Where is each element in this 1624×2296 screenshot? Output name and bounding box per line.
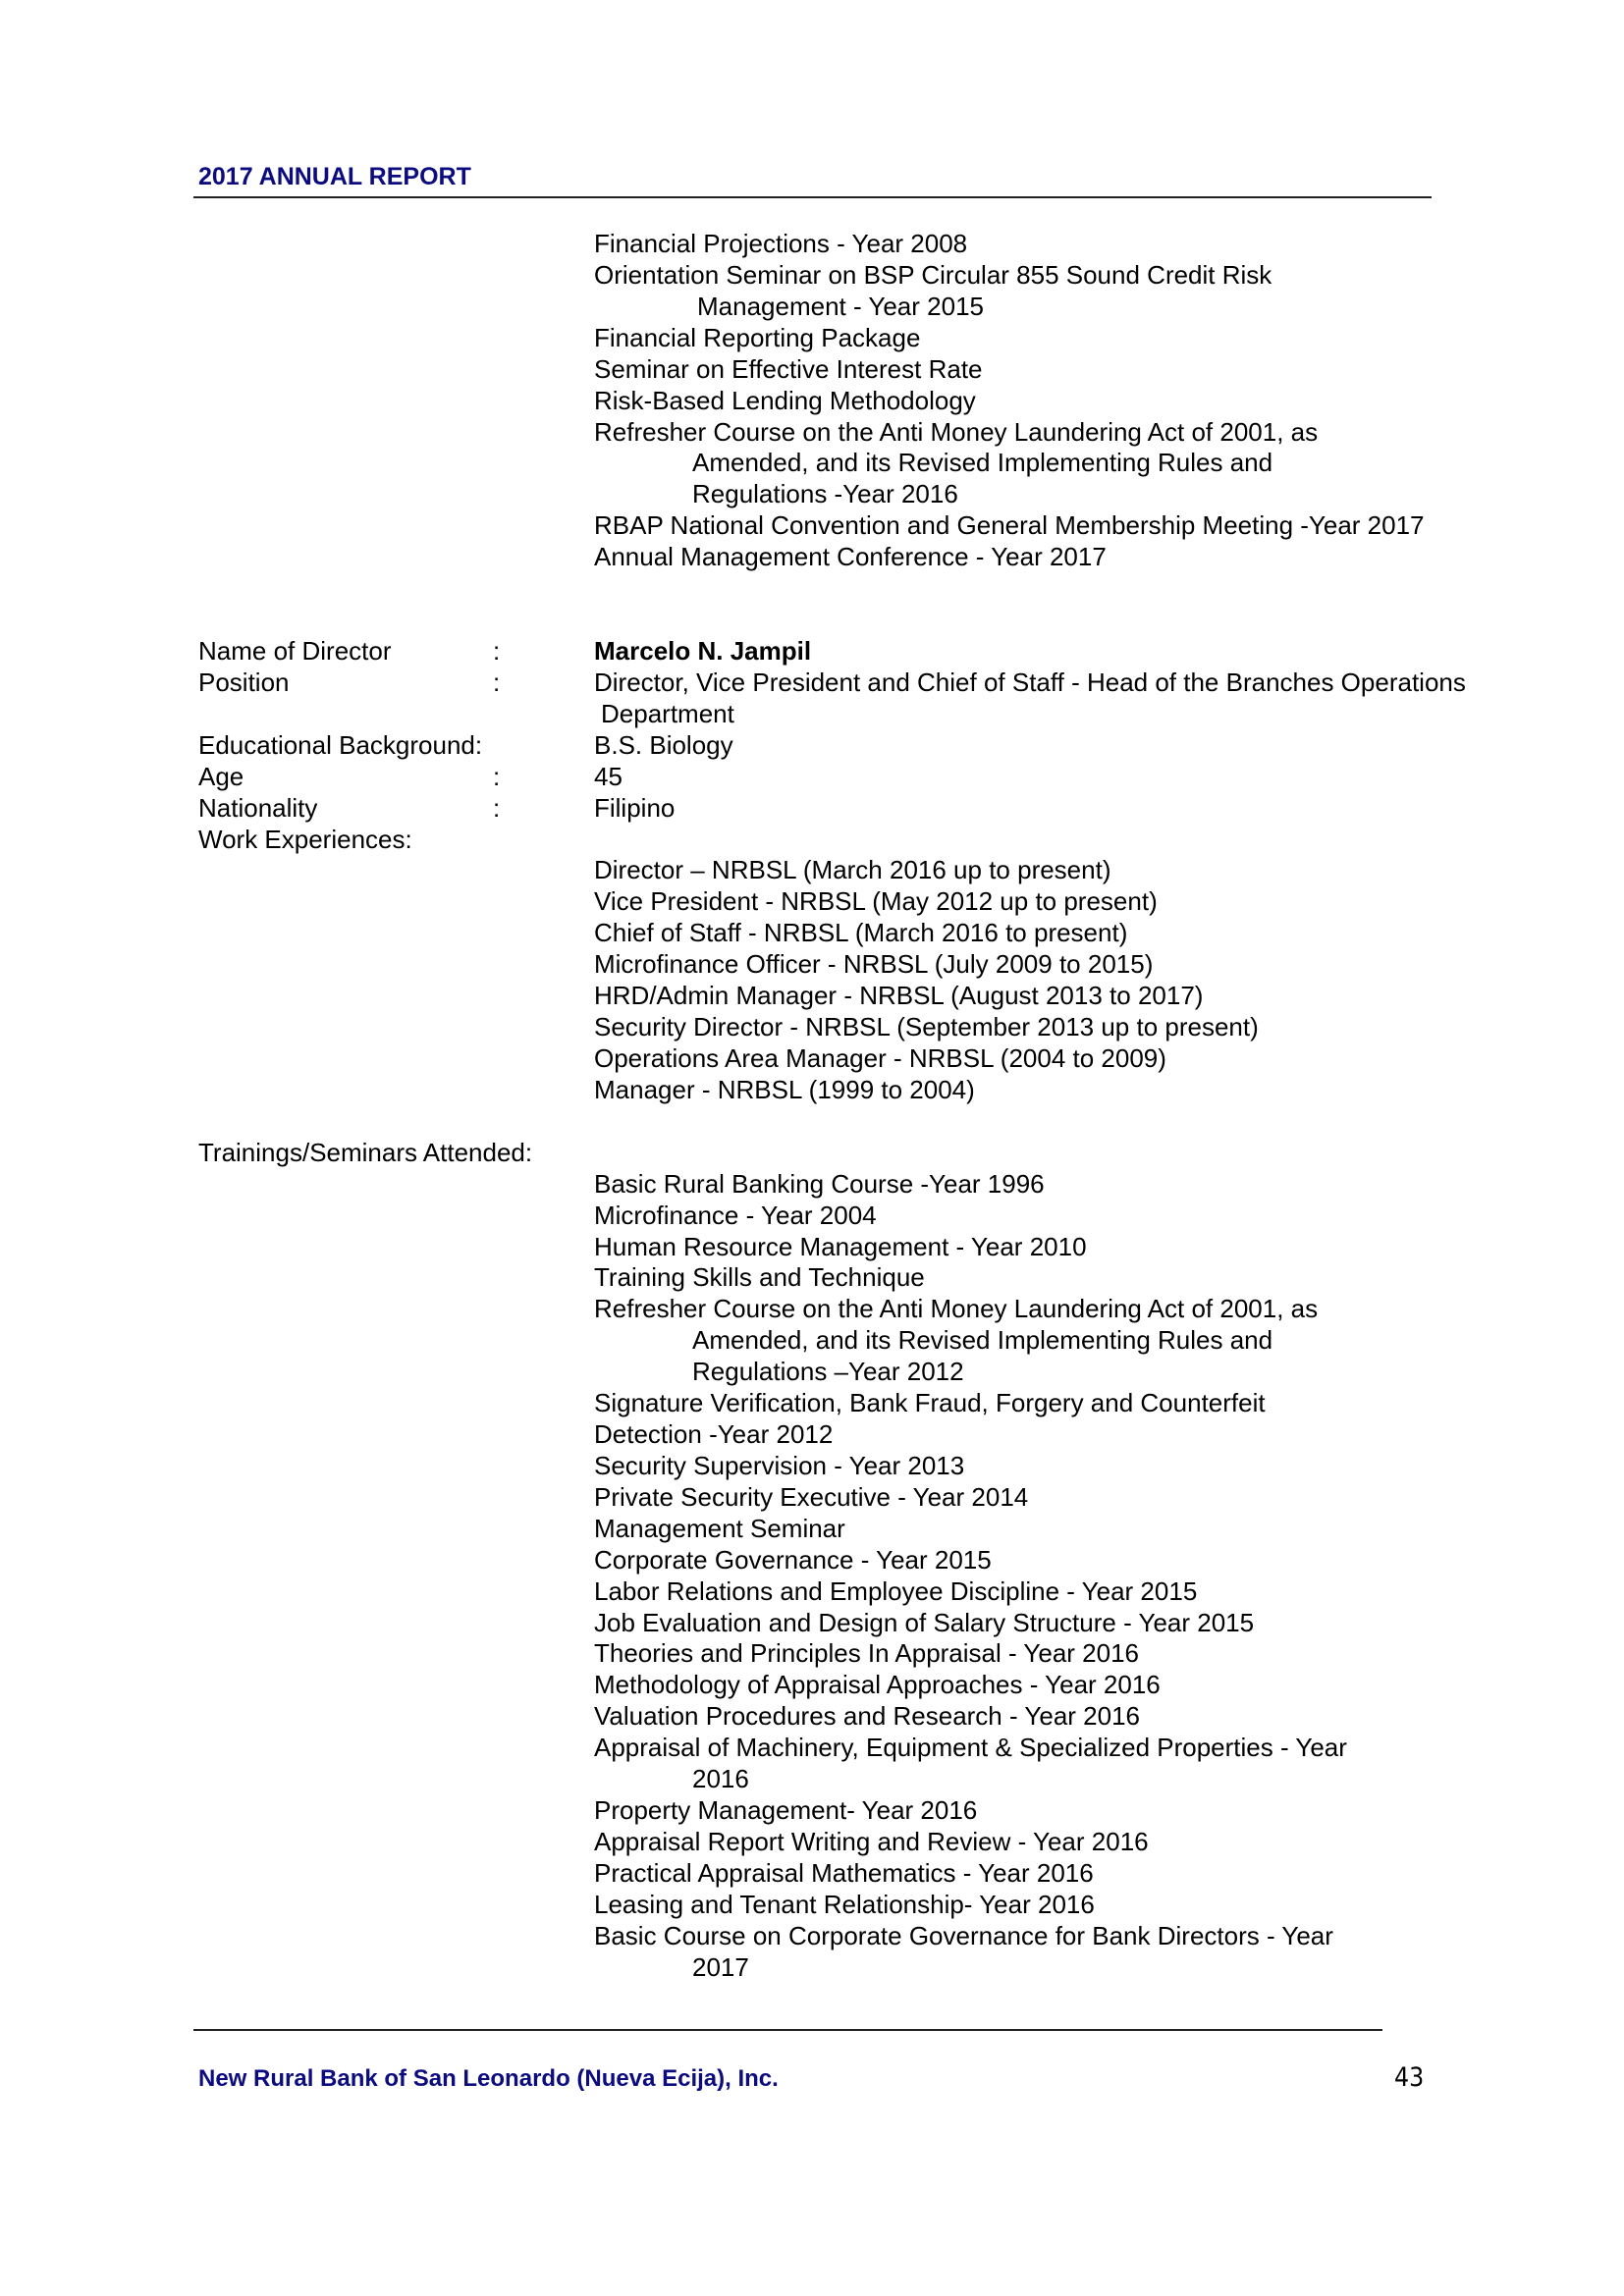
list-item-text: Methodology of Appraisal Approaches - Year 2016 <box>594 1670 1161 1700</box>
list-item-text: Theories and Principles In Appraisal - Year 2016 <box>594 1638 1140 1669</box>
age-value: 45 <box>594 761 623 791</box>
list-item <box>0 886 1624 918</box>
list-item-text: Director – NRBSL (March 2016 up to present) <box>594 855 1111 885</box>
field-label: Work Experiences: <box>198 824 412 854</box>
list-item <box>0 1388 1624 1419</box>
list-item-text: Corporate Governance - Year 2015 <box>594 1544 992 1575</box>
list-item-text: RBAP National Convention and General Membership Meeting -Year 2017 <box>594 510 1425 541</box>
list-item-text: 2017 <box>692 1951 749 1982</box>
position-row-cont <box>0 699 1624 730</box>
list-item <box>0 1638 1624 1670</box>
list-item-text: Private Security Executive - Year 2014 <box>594 1481 1029 1512</box>
list-item <box>0 1545 1624 1576</box>
list-item-text: Annual Management Conference - Year 2017 <box>594 542 1107 572</box>
list-item <box>0 1827 1624 1858</box>
list-item <box>0 323 1624 354</box>
list-item <box>0 918 1624 949</box>
field-label: Trainings/Seminars Attended: <box>198 1137 533 1167</box>
list-item-text: Labor Relations and Employee Discipline - Year 2015 <box>594 1575 1198 1606</box>
field-colon: : <box>493 792 501 823</box>
list-item <box>0 1576 1624 1608</box>
list-item <box>0 1357 1624 1388</box>
education-value: B.S. Biology <box>594 729 733 760</box>
list-item <box>0 386 1624 417</box>
list-item-text: Regulations –Year 2012 <box>692 1357 964 1387</box>
list-item-text: Appraisal Report Writing and Review - Year 2016 <box>594 1827 1149 1857</box>
list-item-text: Security Director - NRBSL (September 2013 up to present) <box>594 1012 1259 1042</box>
list-item <box>0 354 1624 386</box>
list-item-text: Financial Reporting Package <box>594 322 921 352</box>
position-value: Director, Vice President and Chief of Staff - Head of the Branches Operations <box>594 667 1466 697</box>
list-item <box>0 479 1624 510</box>
field-label: Name of Director <box>198 635 392 666</box>
prev-trainings-list <box>0 229 1624 573</box>
footer-company-name: New Rural Bank of San Leonardo (Nueva Ecija), Inc. <box>198 2065 779 2092</box>
list-item <box>0 1514 1624 1545</box>
list-item <box>0 981 1624 1012</box>
trainings-list <box>0 1169 1624 1984</box>
list-item <box>0 417 1624 449</box>
director-name: Marcelo N. Jampil <box>594 635 812 666</box>
list-item <box>0 1733 1624 1764</box>
list-item-text: Operations Area Manager - NRBSL (2004 to 2009) <box>594 1042 1166 1073</box>
list-item-text: HRD/Admin Manager - NRBSL (August 2013 to 2017) <box>594 981 1204 1011</box>
list-item <box>0 292 1624 323</box>
list-item-text: Property Management- Year 2016 <box>594 1795 978 1826</box>
list-item-text: Refresher Course on the Anti Money Laundering Act of 2001, as <box>594 1294 1319 1324</box>
list-item-text: Seminar on Effective Interest Rate <box>594 353 983 384</box>
list-item-text: Manager - NRBSL (1999 to 2004) <box>594 1074 975 1104</box>
header-divider <box>193 196 1432 198</box>
age-row <box>0 762 1624 793</box>
list-item-text: Basic Rural Banking Course -Year 1996 <box>594 1168 1045 1199</box>
list-item <box>0 1201 1624 1232</box>
list-item <box>0 229 1624 260</box>
list-item <box>0 1262 1624 1294</box>
position-value-cont: Department <box>601 698 734 728</box>
field-label: Age <box>198 761 244 791</box>
list-item-text: Leasing and Tenant Relationship- Year 2016 <box>594 1889 1095 1919</box>
footer-divider <box>193 2029 1382 2031</box>
field-label: Position <box>198 667 290 697</box>
list-item <box>0 1043 1624 1075</box>
list-item <box>0 542 1624 573</box>
nationality-value: Filipino <box>594 792 676 823</box>
list-item <box>0 1169 1624 1201</box>
list-item <box>0 510 1624 542</box>
trainings-label-row <box>0 1138 1624 1169</box>
list-item-text: Microfinance - Year 2004 <box>594 1200 877 1230</box>
blank-line <box>0 1106 1624 1138</box>
document-body <box>0 229 1624 1984</box>
field-label: Educational Background: <box>198 729 483 760</box>
list-item <box>0 1921 1624 1952</box>
list-item <box>0 1701 1624 1733</box>
list-item-text: Appraisal of Machinery, Equipment & Specialized Properties - Year <box>594 1733 1347 1763</box>
list-item-text: Human Resource Management - Year 2010 <box>594 1231 1087 1261</box>
director-name-row <box>0 636 1624 667</box>
list-item-text: Signature Verification, Bank Fraud, Forgery and Counterfeit <box>594 1388 1266 1418</box>
list-item-text: Amended, and its Revised Implementing Rules and <box>692 1325 1273 1356</box>
list-item-text: Regulations -Year 2016 <box>692 479 958 509</box>
list-item <box>0 1952 1624 1984</box>
page-number: 43 <box>1394 2062 1425 2093</box>
list-item-text: Orientation Seminar on BSP Circular 855 Sound Credit Risk <box>594 259 1272 290</box>
list-item <box>0 1670 1624 1701</box>
report-header-title: 2017 ANNUAL REPORT <box>198 163 471 190</box>
list-item <box>0 949 1624 981</box>
list-item-text: Amended, and its Revised Implementing Rules and <box>692 448 1273 478</box>
list-item <box>0 1858 1624 1890</box>
list-item-text: Practical Appraisal Mathematics - Year 2016 <box>594 1857 1094 1888</box>
list-item-text: Job Evaluation and Design of Salary Structure - Year 2015 <box>594 1607 1255 1637</box>
field-colon: : <box>493 667 501 697</box>
education-row <box>0 730 1624 762</box>
list-item <box>0 1764 1624 1795</box>
list-item-text: Basic Course on Corporate Governance for Bank Directors - Year <box>594 1920 1333 1950</box>
list-item <box>0 1451 1624 1482</box>
list-item <box>0 1232 1624 1263</box>
list-item <box>0 1294 1624 1325</box>
list-item-text: Detection -Year 2012 <box>594 1419 834 1450</box>
list-item-text: Vice President - NRBSL (May 2012 up to present) <box>594 886 1158 917</box>
blank-line <box>0 605 1624 636</box>
list-item <box>0 1890 1624 1921</box>
list-item-text: Microfinance Officer - NRBSL (July 2009 to 2015) <box>594 949 1154 980</box>
list-item <box>0 1482 1624 1514</box>
list-item-text: Refresher Course on the Anti Money Laundering Act of 2001, as <box>594 416 1319 447</box>
list-item <box>0 1325 1624 1357</box>
field-colon: : <box>493 761 501 791</box>
list-item-text: Management - Year 2015 <box>697 291 984 321</box>
list-item <box>0 260 1624 292</box>
list-item-text: Management Seminar <box>594 1513 845 1543</box>
field-colon: : <box>493 635 501 666</box>
list-item <box>0 855 1624 886</box>
field-label: Nationality <box>198 792 318 823</box>
nationality-row <box>0 793 1624 825</box>
list-item-text: Financial Projections - Year 2008 <box>594 229 968 258</box>
list-item <box>0 1608 1624 1639</box>
position-row <box>0 667 1624 699</box>
list-item-text: Chief of Staff - NRBSL (March 2016 to present) <box>594 918 1128 948</box>
list-item <box>0 1419 1624 1451</box>
work-experiences-label-row <box>0 825 1624 856</box>
list-item <box>0 1075 1624 1106</box>
blank-line <box>0 573 1624 605</box>
list-item-text: Risk-Based Lending Methodology <box>594 385 976 415</box>
list-item-text: Security Supervision - Year 2013 <box>594 1450 965 1480</box>
list-item-text: Training Skills and Technique <box>594 1262 925 1293</box>
work-experiences-list <box>0 855 1624 1105</box>
list-item-text: Valuation Procedures and Research - Year 2016 <box>594 1701 1141 1732</box>
list-item-text: 2016 <box>692 1764 749 1794</box>
list-item <box>0 448 1624 479</box>
list-item <box>0 1012 1624 1043</box>
list-item <box>0 1795 1624 1827</box>
